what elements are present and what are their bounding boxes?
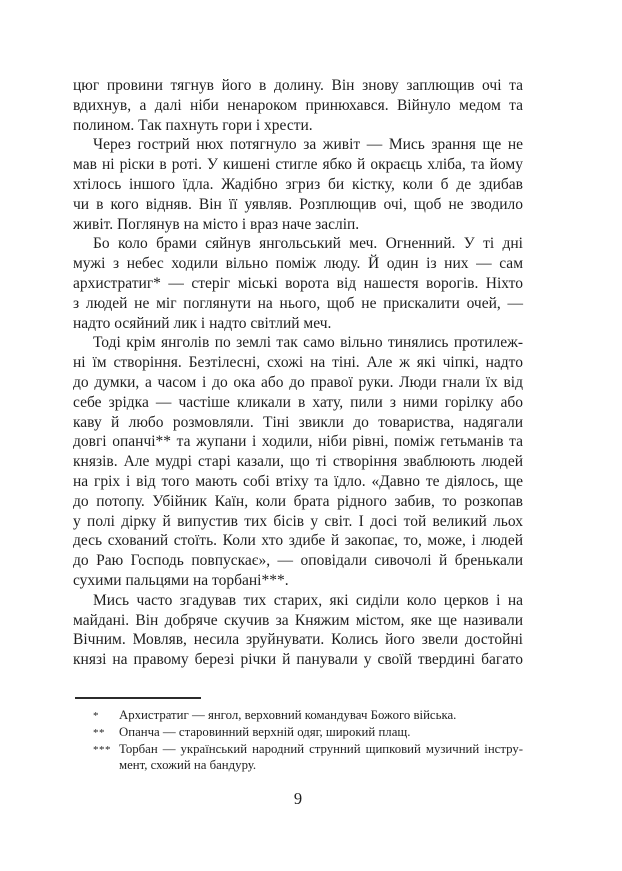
text-line: десь схований стоїть. Коли хто здибе й закопає, то, може, і людей [73, 532, 523, 550]
footnote-marker: * [93, 710, 99, 722]
text-line: на гріх і від того мають собі втіху та їдло. «Давно те діялось, ще [73, 472, 523, 490]
text-line: надто осяйний лик і надто світлий меч. [73, 314, 332, 332]
text-line: чи в кого відняв. Він її уявляв. Розплющив очі, щоб не зводило [73, 195, 523, 213]
text-line: князі на правому березі річки й панували у своїй твердині багато [73, 651, 523, 669]
text-line: полином. Так пахнуть гори і хрести. [73, 116, 313, 134]
text-line: мав ні ріски в роті. У кишені стигле ябко й окраєць хліба, та йому [73, 156, 523, 174]
body-text [73, 76, 523, 670]
text-line: князів. Але мудрі старі казали, що ті створіння зваблюють людей [73, 453, 523, 471]
footnote-text [119, 741, 523, 773]
text-line: до Раю Господь повпускає», — оповідали сивочолі й бренькали [73, 552, 523, 570]
footnote-line: Архистратиг — янгол, верховний командувач Божого війська. [119, 708, 457, 722]
footnote-item [73, 707, 523, 724]
text-line: Бо коло брами сяйнув янгольський меч. Огненний. У ті дні [93, 235, 523, 253]
text-line: Через гострий нюх потягнуло за живіт — Мись зрання ще не [93, 136, 523, 154]
text-line: з людей не міг поглянути на нього, щоб не прискалити очей, — [73, 294, 523, 312]
text-line: хтілось іншого їдла. Жадібно згриз би кістку, коли б де здибав [73, 175, 523, 193]
text-line: мужі з небес ходили вільно поміж люду. Й один із них — сам [73, 255, 523, 273]
footnote-line: мент, схожий на бандуру. [119, 758, 257, 772]
text-line: Вічним. Мовляв, несила зруйнувати. Колись його звели достойні [73, 631, 523, 649]
paragraph [73, 591, 523, 670]
text-line: до потопу. Убійник Каїн, коли брата рідного забив, то розкопав [73, 492, 523, 510]
text-line: майдані. Він добряче скучив за Княжим містом, яке ще називали [73, 611, 523, 629]
text-line: до думки, а часом і до ока або до правої руки. Люди гнали їх від [73, 373, 523, 391]
text-line: каву й любо розмовляли. Тіні звикли до товариства, надягали [73, 413, 523, 431]
footnote-item [73, 724, 523, 741]
footnote-marker: *** [93, 744, 111, 756]
footnote-line: Торбан — український народний струнний щипковий музичний інстру- [119, 742, 523, 756]
text-line: Тоді крім янголів по землі так само вільно тинялись протилеж- [93, 334, 523, 352]
paragraph [73, 333, 523, 590]
footnotes [73, 707, 523, 773]
text-line: живіт. Поглянув на місто і враз наче засліп. [73, 215, 360, 233]
footnote-text [119, 724, 523, 740]
footnote-marker: ** [93, 727, 105, 739]
text-line: себе зрідка — частіше кликали в хату, пили з ними горілку або [73, 393, 523, 411]
footnote-line: Опанча — старовинний верхній одяг, широкий плащ. [119, 725, 411, 739]
paragraph [73, 234, 523, 333]
text-line: сухими пальцями на торбані***. [73, 571, 289, 589]
footnote-item [73, 741, 523, 773]
text-line: архистратиг* — стеріг міські ворота від нашестя ворогів. Ніхто [73, 274, 523, 292]
footnote-separator [75, 697, 201, 699]
text-line: довгі опанчі** та жупани і ходили, ніби рівні, поміж гетьманів та [73, 433, 523, 451]
text-line: у полі дірку й випустив тих бісів у світ. І досі той великий льох [73, 512, 523, 530]
paragraph [73, 135, 523, 234]
page-number: 9 [293, 789, 303, 808]
text-line: вдихнув, а далі ніби ненароком принюхався. Війнуло медом та [73, 96, 523, 114]
text-line: цюг провини тягнув його в долину. Він знову заплющив очі та [73, 77, 523, 94]
text-line: Мись часто згадував тих старих, які сиділи коло церков і на [93, 591, 523, 609]
text-line: ні їм створіння. Безтілесні, схожі на тіні. Але ж які чіпкі, надто [73, 354, 523, 372]
footnote-text [119, 707, 523, 723]
paragraph [73, 76, 523, 135]
